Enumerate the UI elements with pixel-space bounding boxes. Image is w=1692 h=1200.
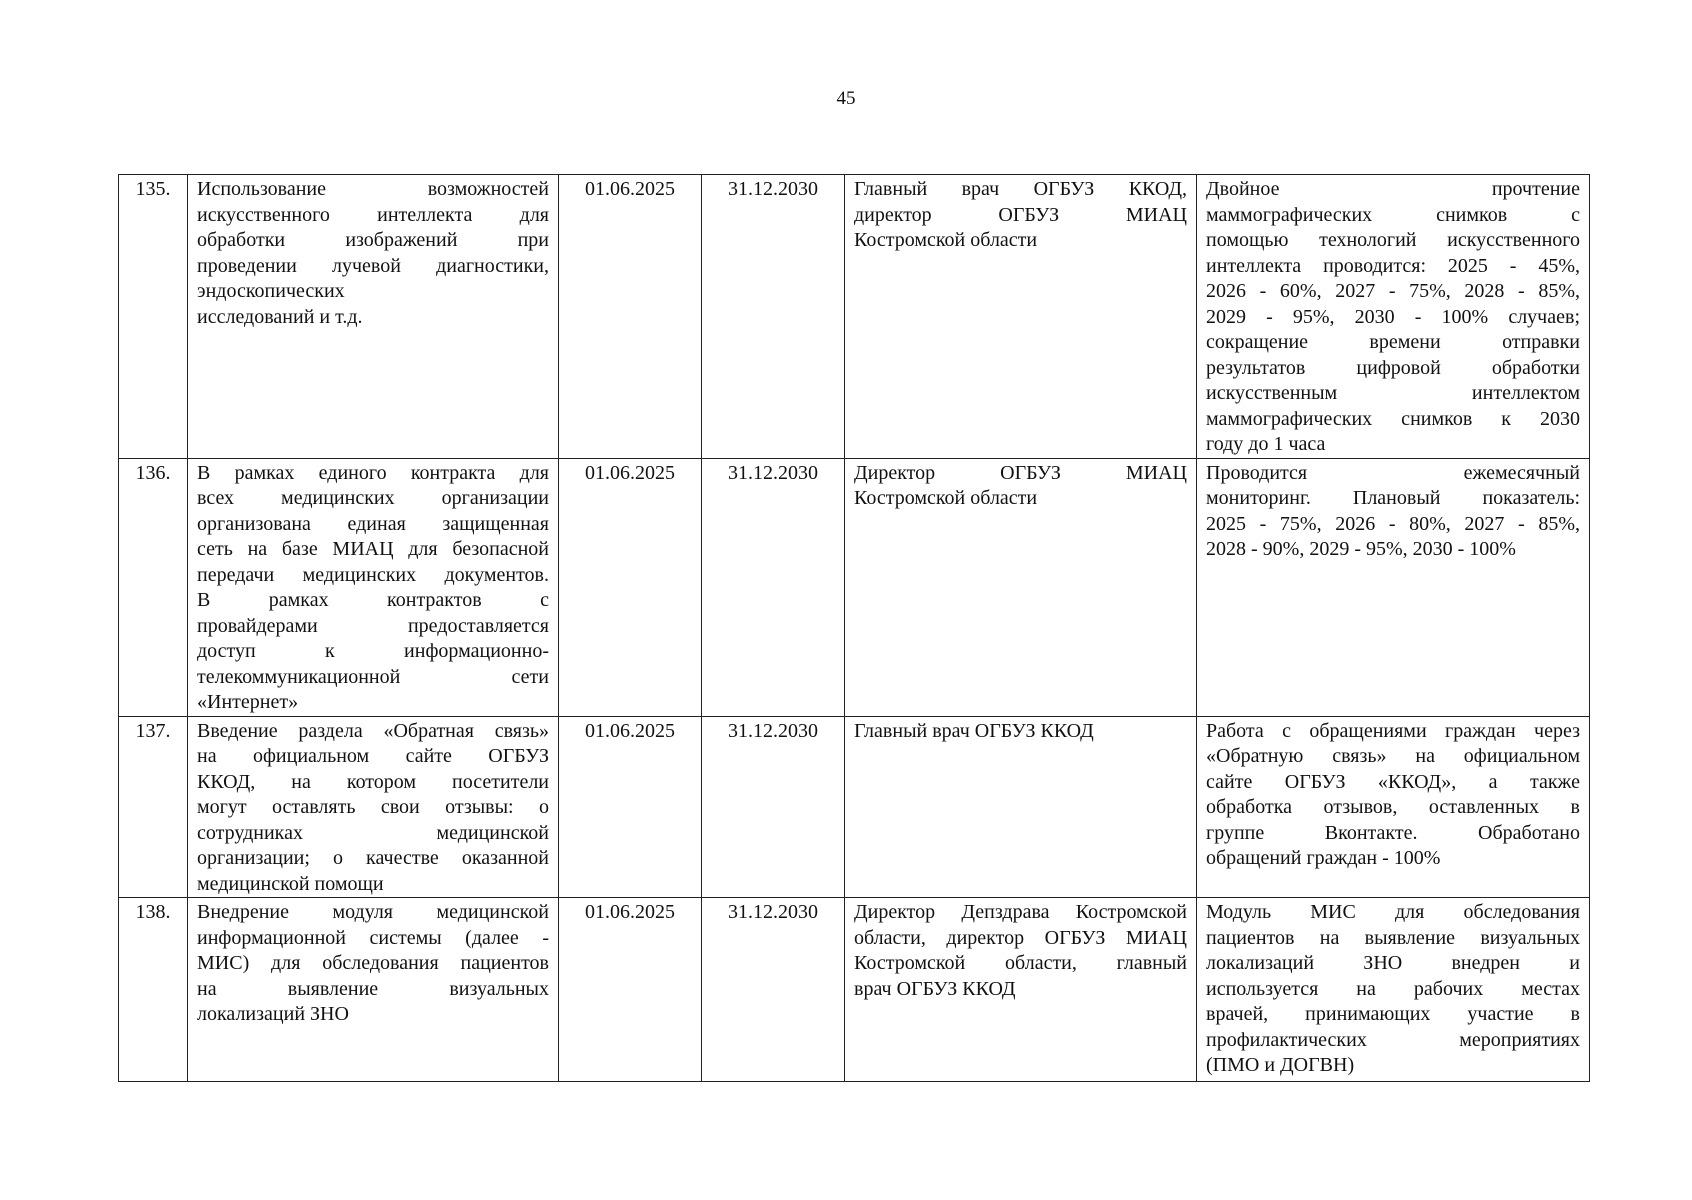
start-date: 01.06.2025 <box>585 901 675 923</box>
expected-result-line: искусственным интеллектом <box>1206 382 1580 404</box>
activity-description-line: передачи медицинских документов. <box>197 563 549 586</box>
expected-result-line: (ПМО и ДОГВН) <box>1206 1054 1355 1076</box>
expected-result-line: «Обратную связь» на официальном <box>1206 745 1580 767</box>
start-date: 01.06.2025 <box>585 461 675 484</box>
activity-description-line: локализаций ЗНО <box>197 1003 349 1025</box>
expected-result-line: сокращение времени отправки <box>1206 331 1580 353</box>
expected-result-line: пациентов на выявление визуальных <box>1206 926 1580 949</box>
activity-description-line: Введение раздела «Обратная связь» <box>197 719 549 742</box>
responsible-line: Главный врач ОГБУЗ ККОД, <box>854 178 1187 200</box>
activity-description-line: В рамках контрактов с <box>197 589 549 611</box>
activity-description-cell <box>188 898 559 1082</box>
responsible-line: Костромской области <box>854 487 1038 509</box>
expected-result-line: мониторинг. Плановый показатель: <box>1206 487 1580 509</box>
activity-description-line: сотрудниках медицинской <box>197 821 549 844</box>
expected-result-line: обращений граждан - 100% <box>1206 847 1441 869</box>
activity-description-line: провайдерами предоставляется <box>197 614 549 637</box>
table-row <box>119 898 1590 1082</box>
expected-result-line: интеллекта проводится: 2025 - 45%, <box>1206 254 1580 277</box>
start-date-cell <box>559 716 702 898</box>
activity-description-line: телекоммуникационной сети <box>197 665 549 688</box>
expected-result-line: используется на рабочих местах <box>1206 977 1580 1000</box>
expected-result-line: 2026 - 60%, 2027 - 75%, 2028 - 85%, <box>1206 280 1580 302</box>
responsible-line: Директор Депздрава Костромской <box>854 901 1187 923</box>
activity-description-line: информационной системы (далее - <box>197 926 549 949</box>
row-number-cell <box>119 175 188 459</box>
responsible-cell <box>845 458 1197 716</box>
activity-description-line: В рамках единого контракта для <box>197 461 549 484</box>
responsible-line: врач ОГБУЗ ККОД <box>854 977 1016 1000</box>
row-number: 137. <box>135 719 171 742</box>
end-date: 31.12.2030 <box>728 719 818 742</box>
activity-description-line: Внедрение модуля медицинской <box>197 901 549 923</box>
expected-result-cell <box>1197 175 1590 459</box>
end-date-cell <box>702 458 845 716</box>
table-row <box>119 716 1590 898</box>
activity-description-cell <box>188 458 559 716</box>
start-date: 01.06.2025 <box>585 178 675 200</box>
end-date: 31.12.2030 <box>728 901 818 923</box>
activity-description-line: медицинской помощи <box>197 872 384 895</box>
end-date: 31.12.2030 <box>728 178 818 200</box>
expected-result-line: 2025 - 75%, 2026 - 80%, 2027 - 85%, <box>1206 512 1580 535</box>
expected-result-line: Работа с обращениями граждан через <box>1206 719 1580 742</box>
activity-description-line: могут оставлять свои отзывы: о <box>197 796 549 818</box>
start-date-cell <box>559 175 702 459</box>
expected-result-line: 2029 - 95%, 2030 - 100% случаев; <box>1206 305 1580 328</box>
responsible-line: Костромской области, главный <box>854 952 1187 974</box>
expected-result-line: Модуль МИС для обследования <box>1206 901 1580 923</box>
activity-description-line: Использование возможностей <box>197 178 549 200</box>
expected-result-line: Двойное прочтение <box>1206 178 1580 200</box>
row-number-cell <box>119 898 188 1082</box>
page-number: 45 <box>836 88 856 109</box>
activity-description-line: организована единая защищенная <box>197 512 549 535</box>
activity-description-line: на выявление визуальных <box>197 977 549 1000</box>
expected-result-line: врачей, принимающих участие в <box>1206 1003 1580 1025</box>
responsible-line: Главный врач ОГБУЗ ККОД <box>854 719 1094 742</box>
expected-result-line: 2028 - 90%, 2029 - 95%, 2030 - 100% <box>1206 538 1516 560</box>
responsible-cell <box>845 898 1197 1082</box>
expected-result-line: Проводится ежемесячный <box>1206 461 1580 484</box>
table-row <box>119 458 1590 716</box>
expected-result-line: маммографических снимков с <box>1206 203 1580 226</box>
expected-result-cell <box>1197 716 1590 898</box>
activity-description-line: эндоскопических <box>197 280 345 302</box>
table-row <box>119 175 1590 459</box>
activity-description-line: на официальном сайте ОГБУЗ <box>197 745 549 767</box>
expected-result-cell <box>1197 458 1590 716</box>
activity-description-cell <box>188 716 559 898</box>
activity-description-line: проведении лучевой диагностики, <box>197 254 549 277</box>
end-date: 31.12.2030 <box>728 461 818 484</box>
row-number-cell <box>119 458 188 716</box>
expected-result-line: группе Вконтакте. Обработано <box>1206 821 1580 844</box>
expected-result-line: обработка отзывов, оставленных в <box>1206 796 1580 818</box>
plan-table <box>118 174 1590 1082</box>
responsible-line: области, директор ОГБУЗ МИАЦ <box>854 926 1187 949</box>
end-date-cell <box>702 716 845 898</box>
activity-description-line: всех медицинских организации <box>197 487 549 509</box>
end-date-cell <box>702 175 845 459</box>
activity-description-line: МИС) для обследования пациентов <box>197 952 549 974</box>
responsible-cell <box>845 175 1197 459</box>
expected-result-line: помощью технологий искусственного <box>1206 229 1580 251</box>
start-date-cell <box>559 898 702 1082</box>
row-number: 136. <box>135 461 171 484</box>
expected-result-line: локализаций ЗНО внедрен и <box>1206 952 1580 974</box>
activity-description-line: обработки изображений при <box>197 229 549 251</box>
responsible-line: Директор ОГБУЗ МИАЦ <box>854 461 1187 484</box>
activity-description-line: ККОД, на котором посетители <box>197 770 549 793</box>
responsible-line: Костромской области <box>854 229 1038 251</box>
expected-result-line: году до 1 часа <box>1206 433 1326 455</box>
activity-description-line: «Интернет» <box>197 691 299 713</box>
expected-result-line: сайте ОГБУЗ «ККОД», а также <box>1206 770 1580 793</box>
activity-description-line: сеть на базе МИАЦ для безопасной <box>197 538 549 560</box>
expected-result-line: маммографических снимков к 2030 <box>1206 407 1580 430</box>
responsible-cell <box>845 716 1197 898</box>
activity-description-line: доступ к информационно- <box>197 640 549 662</box>
activity-description-line: организации; о качестве оказанной <box>197 847 549 869</box>
activity-description-line: искусственного интеллекта для <box>197 203 549 226</box>
row-number: 135. <box>135 178 171 200</box>
expected-result-line: результатов цифровой обработки <box>1206 356 1580 379</box>
start-date-cell <box>559 458 702 716</box>
plan-table-body <box>119 175 1590 1082</box>
expected-result-cell <box>1197 898 1590 1082</box>
activity-description-line: исследований и т.д. <box>197 305 363 328</box>
responsible-line: директор ОГБУЗ МИАЦ <box>854 203 1187 226</box>
activity-description-cell <box>188 175 559 459</box>
start-date: 01.06.2025 <box>585 719 675 742</box>
end-date-cell <box>702 898 845 1082</box>
row-number: 138. <box>135 901 171 923</box>
row-number-cell <box>119 716 188 898</box>
expected-result-line: профилактических мероприятиях <box>1206 1028 1580 1051</box>
